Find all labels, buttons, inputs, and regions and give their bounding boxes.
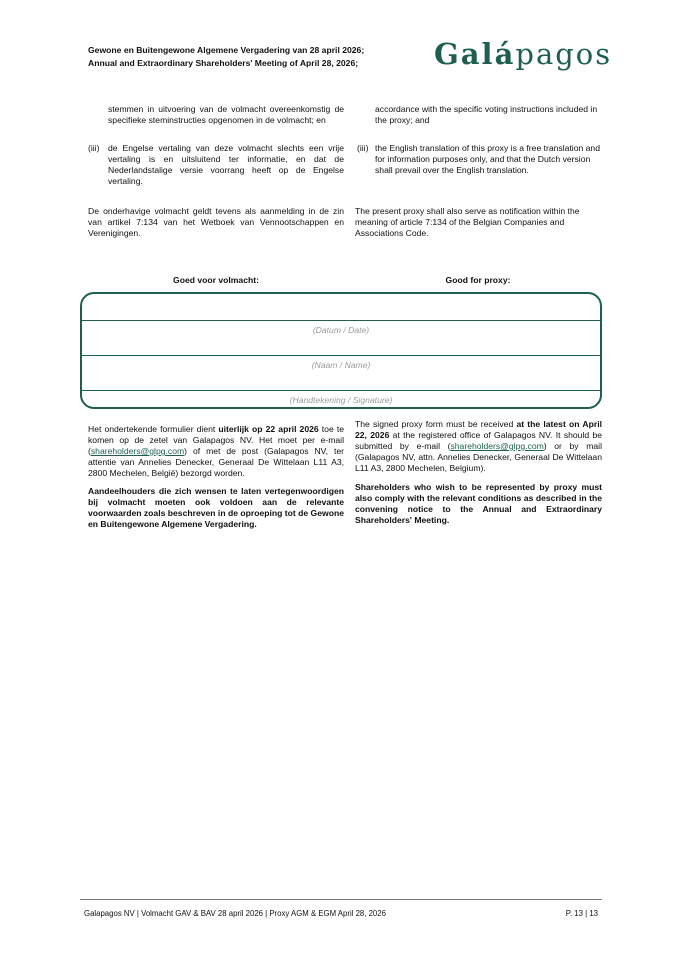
name-field-caption: (Naam / Name) — [311, 360, 371, 370]
signature-field-caption: (Handtekening / Signature) — [289, 395, 393, 405]
nl-good-for-proxy: Goed voor volmacht: — [173, 275, 259, 285]
logo-part1: Galá — [434, 37, 516, 71]
en-item3-text: the English translation of this proxy is a free translation and for information purposes only, and that the Dutch version shall prevail over the English translation. — [375, 143, 600, 175]
signature-divider — [82, 320, 600, 321]
signature-divider — [82, 390, 600, 391]
header-title-en: Annual and Extraordinary Shareholders' Meeting of April 28, 2026; — [88, 58, 359, 68]
en-item3-number: (iii) — [357, 143, 369, 153]
en-submission-part3: ) or by mail (Galapagos NV, attn. Annelies Denecker, Generaal De Wittelaan L11 A3, 2800 Mechelen, Belgium). — [355, 441, 602, 473]
en-submission-part1: The signed proxy form must be received — [355, 419, 517, 429]
nl-submission-part2: toe te komen op de zetel van Galapagos NV. Het moet per e-mail ( — [88, 424, 344, 456]
logo-part2: pagos — [515, 37, 613, 71]
date-field-caption: (Datum / Date) — [312, 325, 370, 335]
en-submission-part2: at the registered office of Galapagos NV. It should be submitted by e-mail ( — [355, 430, 602, 451]
signature-box[interactable] — [80, 292, 602, 409]
nl-submission-part1: Het ondertekende formulier dient — [88, 424, 219, 434]
galapagos-logo — [434, 37, 612, 71]
nl-submission-deadline: uiterlijk op 22 april 2026 — [218, 424, 319, 434]
nl-item3 — [88, 143, 344, 187]
nl-item3-text: de Engelse vertaling van deze volmacht slechts een vrije vertaling is en uitsluitend ter informatie, en dat de Nederlandstalige versie voorrang heeft op de Engelse vertaling. — [108, 143, 344, 186]
en-submission — [355, 419, 602, 474]
footer-divider — [80, 899, 602, 900]
footer-text: Galapagos NV | Volmacht GAV & BAV 28 april 2026 | Proxy AGM & EGM April 28, 2026 — [84, 909, 386, 918]
en-notification: The present proxy shall also serve as notification within the meaning of article 7:134 of the Belgian Companies and Associations Code. — [355, 206, 580, 238]
en-email-link[interactable]: shareholders@glpg.com — [450, 441, 544, 451]
nl-item3-number: (iii) — [88, 143, 100, 153]
en-submission-deadline: at the latest on April 22, 2026 — [355, 419, 602, 440]
en-item3 — [355, 143, 602, 177]
nl-representation: Aandeelhouders die zich wensen te laten vertegenwoordigen bij volmacht moeten ook voldoen aan de relevante voorwaarden zoals beschreven in de oproeping tot de Gewone en Buitengewone Algemene Vergadering. — [88, 486, 344, 529]
en-item2-continued: accordance with the specific voting instructions included in the proxy; and — [375, 104, 598, 125]
page-number: P. 13 | 13 — [565, 909, 598, 918]
nl-notification: De onderhavige volmacht geldt tevens als aanmelding in de zin van artikel 7:134 van het Wetboek van Vennootschappen en Verenigingen. — [88, 206, 344, 238]
nl-submission-part3: ) of met de post (Galapagos NV, ter attentie van Annelies Denecker, Generaal De Wittelaan L11 A3, 2800 Mechelen, België) bezorgd worden. — [88, 446, 344, 478]
nl-submission — [88, 424, 344, 479]
signature-divider — [82, 355, 600, 356]
header-title-nl: Gewone en Buitengewone Algemene Vergadering van 28 april 2026; — [88, 45, 365, 55]
nl-email-link[interactable]: shareholders@glpg.com — [90, 446, 185, 456]
header-title — [88, 44, 408, 70]
en-representation: Shareholders who wish to be represented by proxy must also comply with the relevant conditions as described in the convening notice to the Annual and Extraordinary Shareholders' Meeting. — [355, 482, 602, 525]
en-good-for-proxy: Good for proxy: — [445, 275, 511, 285]
nl-item2-continued: stemmen in uitvoering van de volmacht overeenkomstig de specifieke steminstructies opgenomen in de volmacht; en — [108, 104, 344, 125]
